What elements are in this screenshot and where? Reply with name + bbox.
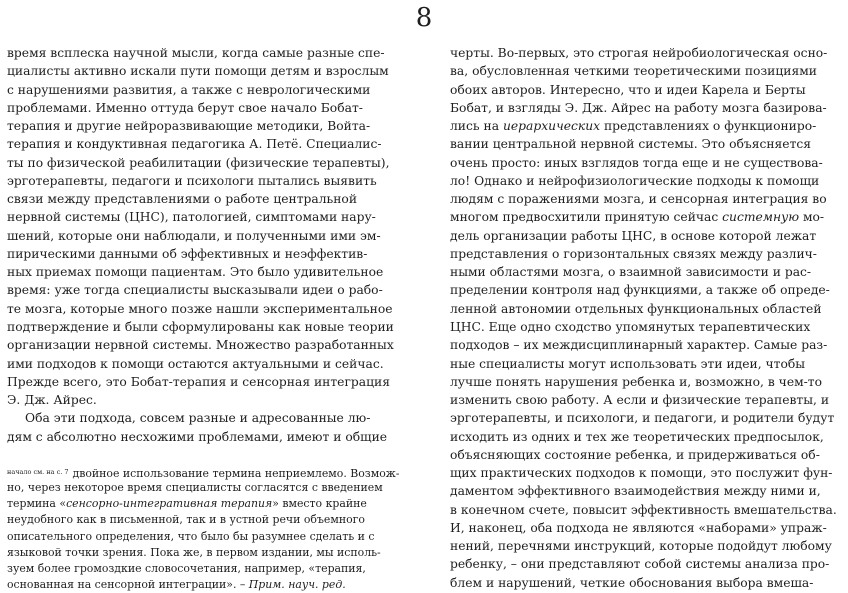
- text-line: блем и нарушений, четкие обоснования выбора вмеша-: [450, 575, 814, 590]
- footnote-line: языковой точки зрения. Пока же, в первом издании, мы исполь-: [7, 545, 381, 559]
- text-line: те мозга, которые много позже нашли экспериментальное: [7, 301, 393, 316]
- footnote-line: описательного определения, что было бы разумнее сделать и с: [7, 529, 375, 543]
- text-line: дям с абсолютно несхожими проблемами, имеют и общие: [7, 429, 388, 444]
- text-segment: представлениях о функциониро-: [600, 119, 817, 134]
- text-segment: мо-: [799, 210, 825, 225]
- text-line: ленной автономии отдельных функциональных областей: [450, 301, 822, 316]
- text-line: вании центральной нервной системы. Это объясняется: [450, 137, 812, 152]
- text-line: нервной системы (ЦНС), патологией, симптомами нару-: [7, 210, 376, 225]
- italic-term: системную: [722, 210, 800, 225]
- italic-term: иерархических: [502, 119, 601, 134]
- right-column: [450, 44, 842, 592]
- text-line: организации нервной системы. Множество разработанных: [7, 338, 394, 353]
- text-line: ло! Однако и нейрофизиологические подходы к помощи: [450, 173, 820, 188]
- text-line: время всплеска научной мысли, когда самые разные спе-: [7, 46, 385, 60]
- footnote: [7, 464, 407, 593]
- text-line: изменить свою работу. А если и физические терапевты, и: [450, 393, 830, 408]
- text-line: проблемами. Именно оттуда берут свое начало Бобат-: [7, 100, 363, 115]
- text-line: Э. Дж. Айрес.: [7, 393, 97, 408]
- text-line: в конечном счете, повысит эффективность вмешательства.: [450, 502, 837, 517]
- text-line: эрготерапевты, и психологи, и педагоги, и родители будут: [450, 411, 835, 426]
- text-line: ЦНС. Еще одно сходство упомянутых терапевтических: [450, 319, 811, 334]
- text-line: ребенку, – они представляют собой системы анализа про-: [450, 557, 830, 572]
- footnote-line: [7, 464, 407, 480]
- footnote-continuation-ref: начало см. на с. 7: [7, 468, 69, 476]
- text-line: терапия и кондуктивная педагогика А. Петё. Специалис-: [7, 137, 382, 152]
- footnote-text: основанная на сенсорной интеграции». –: [7, 577, 249, 591]
- text-line: [450, 208, 842, 226]
- footnote-line: неудобного как в письменной, так и в устной речи объемного: [7, 513, 365, 527]
- text-line: шений, которые они наблюдали, и полученными ими эм-: [7, 228, 381, 243]
- footnote-text: двойное использование термина неприемлемо. Возмож-: [72, 467, 400, 480]
- text-line: исходить из одних и тех же теоретических предпосылок,: [450, 429, 824, 444]
- text-segment: лись на: [450, 119, 503, 134]
- text-line: ты по физической реабилитации (физические терапевты),: [7, 155, 390, 170]
- text-line: лучше понять нарушения ребенка и, возможно, в чем-то: [450, 374, 823, 389]
- text-line: подтверждение и были сформулированы как новые теории: [7, 319, 394, 334]
- text-line: ва, обусловленная четкими теоретическими позициями: [450, 64, 817, 79]
- text-line: дель организации работы ЦНС, в основе которой лежат: [450, 228, 817, 243]
- footnote-text: термина «: [7, 497, 67, 511]
- text-line: Прежде всего, это Бобат-терапия и сенсорная интеграция: [7, 374, 390, 389]
- text-line: людям с поражениями мозга, и сенсорная интеграция во: [450, 192, 827, 207]
- text-line: представления о горизонтальных связях между различ-: [450, 246, 817, 261]
- text-line: пределении контроля над функциями, а также об опреде-: [450, 283, 830, 298]
- text-line: Бобат, и взгляды Э. Дж. Айрес на работу мозга базирова-: [450, 100, 827, 115]
- editor-note: Прим. науч. ред.: [248, 577, 346, 591]
- text-line: подходов – их междисциплинарный характер. Самые раз-: [450, 338, 828, 353]
- text-line: терапия и другие нейроразвивающие методики, Войта-: [7, 119, 371, 134]
- text-line: циалисты активно искали пути помощи детям и взрослым: [7, 64, 389, 79]
- text-line: объясняющих состояние ребенка, и придерживаться об-: [450, 447, 820, 462]
- text-line: с нарушениями развития, а также с неврологическими: [7, 82, 371, 97]
- left-column: [7, 44, 407, 446]
- text-line: связи между представлениями о работе центральной: [7, 192, 358, 207]
- text-line: даментом эффективного взаимодействия между ними и,: [450, 484, 821, 499]
- text-line: эрготерапевты, педагоги и психологи пытались выявить: [7, 173, 377, 188]
- footnote-text: » вместо крайне: [272, 497, 367, 511]
- text-line: время: уже тогда специалисты высказывали идеи о рабо-: [7, 283, 383, 298]
- footnote-line: зуем более громоздкие словосочетания, например, «терапия,: [7, 561, 366, 575]
- page-number: 8: [415, 3, 433, 33]
- text-line: черты. Во-первых, это строгая нейробиологическая осно-: [450, 46, 828, 60]
- text-line: ными областями мозга, о взаимной зависимости и рас-: [450, 265, 812, 280]
- text-line: ных приемах помощи пациентам. Это было удивительное: [7, 265, 384, 280]
- footnote-line: [7, 496, 407, 512]
- text-line: ими подходов к помощи остаются актуальными и сейчас.: [7, 356, 384, 371]
- text-line: [450, 117, 842, 135]
- text-line: пирическими данными об эффективных и неэффектив-: [7, 246, 368, 261]
- text-line: ные специалисты могут использовать эти идеи, чтобы: [450, 356, 806, 371]
- text-line: нений, перечнями инструкций, которые подойдут любому: [450, 539, 832, 554]
- text-line: очень просто: иных взглядов тогда еще и не существова-: [450, 155, 823, 170]
- footnote-line: но, через некоторое время специалисты согласятся с введением: [7, 481, 383, 495]
- text-line: И, наконец, оба подхода не являются «наборами» упраж-: [450, 520, 827, 535]
- text-line: щих практических подходов к помощи, это послужит фун-: [450, 466, 833, 481]
- paragraph-start-line: Оба эти подхода, совсем разные и адресованные лю-: [25, 411, 371, 426]
- text-line: обоих авторов. Интересно, что и идеи Карела и Берты: [450, 82, 806, 97]
- text-segment: многом предвосхитили принятую сейчас: [450, 210, 723, 225]
- footnote-italic-term: сенсорно-интегративная терапия: [66, 497, 273, 511]
